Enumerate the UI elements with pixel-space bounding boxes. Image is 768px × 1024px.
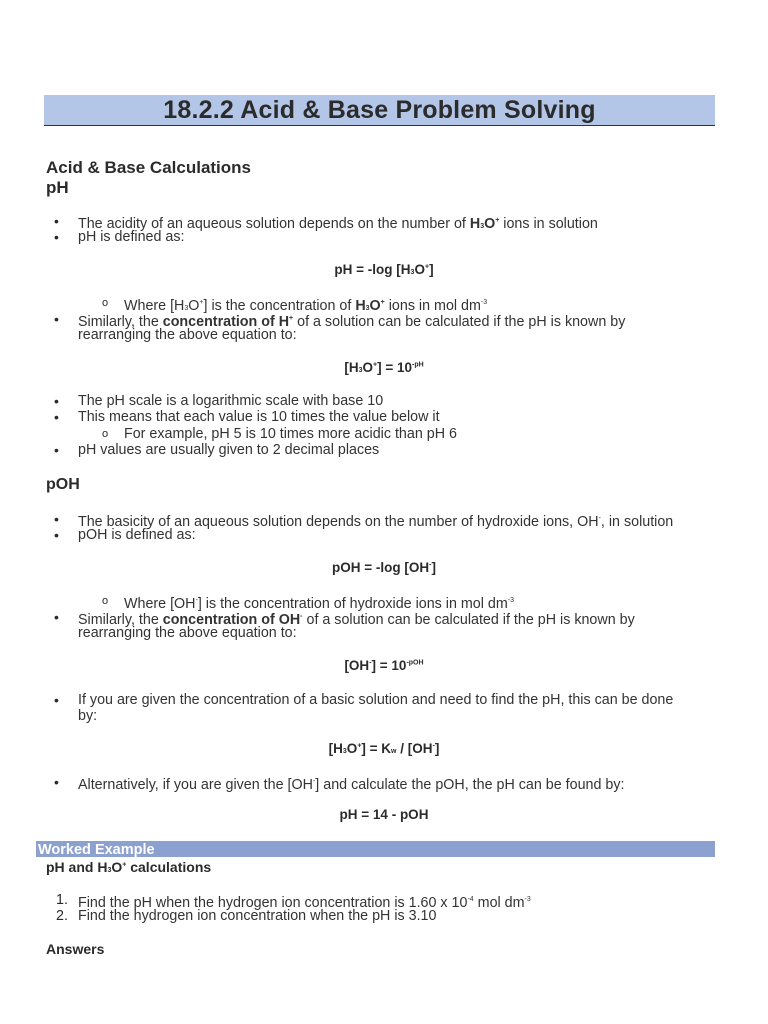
text: - — [432, 742, 435, 750]
ph-bullet-5: This means that each value is 10 times the value below it — [78, 409, 440, 425]
poh-bullet-4-line2: by: — [78, 708, 98, 724]
text: -3 — [507, 597, 515, 604]
text: calculations — [126, 859, 212, 875]
list-number: 1. — [56, 892, 68, 908]
text: pOH = -log [OH — [332, 560, 430, 575]
text: ] is the concentration of — [203, 297, 356, 314]
text: + — [373, 361, 378, 369]
question-2: Find the hydrogen ion concentration when the pH is 3.10 — [78, 908, 437, 924]
poh-bullet-2: pOH is defined as: — [78, 527, 196, 543]
bullet-icon — [54, 442, 59, 458]
text: -3 — [524, 896, 531, 903]
text: -pH — [412, 361, 424, 369]
text: [H — [328, 741, 343, 756]
text: O — [369, 297, 381, 314]
ph-subbullet-2: For example, pH 5 is 10 times more acidic than pH 6 — [124, 426, 457, 442]
worked-heading — [46, 859, 211, 875]
text: 3 — [184, 304, 189, 312]
answers-heading: Answers — [46, 941, 105, 957]
bullet-icon — [54, 692, 59, 708]
ph-14-equation: pH = 14 - pOH — [339, 807, 429, 822]
text: Similarly, the — [78, 611, 163, 628]
ph-bullet-6: pH values are usually given to 2 decimal places — [78, 442, 380, 458]
text: H — [355, 297, 366, 314]
ph-heading: pH — [46, 178, 69, 197]
text: w — [391, 748, 397, 755]
bullet-icon — [54, 213, 59, 229]
text: ] = 10 — [371, 658, 407, 673]
text: + — [199, 299, 204, 306]
text: 3 — [107, 867, 112, 874]
ph-bullet-4: The pH scale is a logarithmic scale with base 10 — [78, 393, 384, 409]
ph-bullet-3-line2: rearranging the above equation to: — [78, 327, 297, 343]
text: - — [598, 515, 601, 522]
h3o-equation — [0, 360, 768, 375]
text: -4 — [467, 896, 474, 903]
text: of a solution can be calculated if the pH is known by — [293, 313, 626, 330]
worked-example-label: Worked Example — [38, 842, 155, 858]
text: + — [122, 861, 127, 869]
text: concentration of H — [162, 313, 290, 330]
bullet-icon — [54, 511, 59, 527]
text: Similarly, the — [78, 313, 163, 330]
text: of a solution can be calculated if the pH is known by — [302, 611, 635, 628]
sub-bullet-icon — [102, 426, 108, 442]
text: ions in solution — [499, 215, 598, 232]
list-number: 2. — [56, 908, 68, 924]
text: Alternatively, if you are given the [OH — [78, 776, 313, 793]
poh-bullet-5 — [78, 774, 624, 793]
page-title: 18.2.2 Acid & Base Problem Solving — [163, 96, 596, 124]
text: ] and calculate the pOH, the pH can be found by: — [315, 776, 625, 793]
text: - — [312, 778, 316, 785]
text: -3 — [480, 299, 488, 306]
poh-heading: pOH — [46, 476, 80, 493]
text: , in solution — [600, 513, 674, 530]
bullet-icon — [54, 774, 59, 790]
text: 3 — [358, 367, 363, 374]
text: ] is the concentration of hydroxide ions in mol dm — [197, 595, 508, 612]
oh-equation — [0, 658, 768, 673]
sub-bullet-icon — [102, 593, 108, 609]
ph-equation — [0, 262, 768, 277]
text: O — [346, 741, 358, 756]
text: O — [414, 262, 425, 277]
text: [OH — [344, 658, 370, 673]
text: 3 — [365, 304, 370, 312]
text: The basicity of an aqueous solution depends on the number of hydroxide ions, OH — [78, 513, 599, 530]
text: + — [357, 742, 362, 750]
text: O — [484, 215, 496, 232]
ph-bullet-2: pH is defined as: — [78, 229, 185, 245]
kw-equation — [0, 741, 768, 756]
text: ] = K — [361, 741, 392, 756]
poh-equation — [0, 560, 768, 575]
text: Where [OH — [124, 595, 196, 612]
text: ions in mol dm — [384, 297, 481, 314]
text: ] — [431, 560, 436, 575]
text: - — [195, 597, 198, 604]
text: [H — [344, 360, 359, 375]
poh-bullet-4: If you are given the concentration of a basic solution and need to find the pH, this can be done — [78, 692, 674, 708]
text: O — [188, 297, 200, 314]
text: + — [424, 263, 430, 271]
text: + — [495, 217, 500, 224]
text: ] — [429, 262, 434, 277]
bullet-icon — [54, 393, 59, 409]
bullet-icon — [54, 527, 59, 543]
text: O — [362, 360, 373, 375]
poh-bullet-3-line2: rearranging the above equation to: — [78, 625, 297, 641]
text: - — [429, 561, 432, 569]
text: 3 — [480, 222, 485, 230]
text: + — [380, 299, 385, 306]
worked-example-bar — [36, 841, 715, 857]
bullet-icon — [54, 229, 59, 245]
text: H — [469, 215, 481, 232]
text: / [OH — [396, 741, 433, 756]
text: Find the pH when the hydrogen ion concentration is 1.60 x 10 — [78, 894, 468, 911]
text: mol dm — [473, 894, 525, 911]
bullet-icon — [54, 409, 59, 425]
text: - — [369, 659, 372, 667]
text: 3 — [342, 748, 347, 755]
sub-bullet-icon — [102, 295, 108, 311]
bullet-icon — [54, 609, 59, 625]
text: - — [300, 613, 303, 620]
text: The acidity of an aqueous solution depends on the number of — [78, 215, 470, 232]
text: ] = 10 — [377, 360, 412, 375]
title-bar — [44, 95, 715, 126]
text: pH = -log [H — [334, 262, 411, 277]
text: ] — [434, 741, 440, 756]
text: O — [111, 859, 123, 875]
text: concentration of OH — [162, 611, 301, 628]
text: Where [H — [124, 297, 185, 314]
text: 3 — [410, 269, 415, 276]
text: pH and H — [46, 859, 108, 875]
text: + — [289, 315, 294, 322]
text: -pOH — [406, 659, 424, 667]
bullet-icon — [54, 311, 59, 327]
section-heading: Acid & Base Calculations — [46, 158, 252, 177]
